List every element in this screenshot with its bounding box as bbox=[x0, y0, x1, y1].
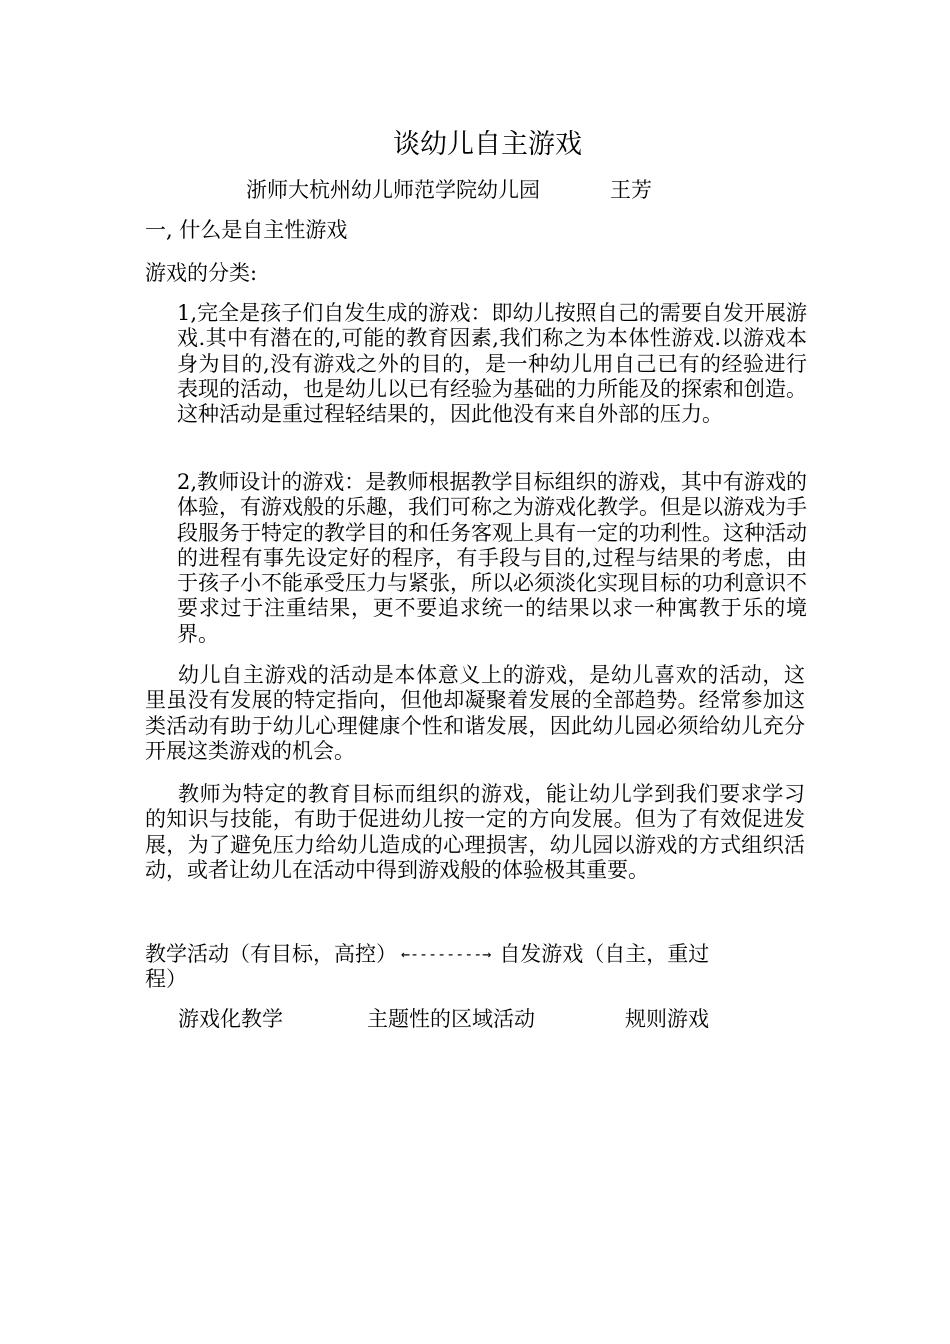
byline bbox=[246, 176, 652, 204]
paragraph-teacher-organized-game: 教师为特定的教育目标而组织的游戏，能让幼儿学到我们要求学习的知识与技能，有助于促进幼儿按一定的方向发展。但为了有效促进发展，为了避免压力给幼儿造成的心理损害，幼儿园以游戏的方式组织活动，或者让幼儿在活动中得到游戏般的体验极其重要。 bbox=[145, 782, 805, 882]
paragraph-teacher-designed-game: 2,教师设计的游戏：是教师根据教学目标组织的游戏，其中有游戏的体验，有游戏般的乐趣，我们可称之为游戏化教学。但是以游戏为手段服务于特定的教学目的和任务客观上具有一定的功利性。这种活动的进程有事先设定好的程序，有手段与目的,过程与结果的考虑，由于孩子小不能承受压力与紧张，所以必须淡化实现目标的功利意识不要求过于注重结果，更不要追求统一的结果以求一种寓教于乐的境界。 bbox=[177, 470, 807, 646]
spectrum-left: 教学活动（有目标，高控） bbox=[145, 942, 397, 966]
spectrum-right: 自发游戏（自主，重过 bbox=[499, 942, 710, 966]
type-gamified-teaching: 游戏化教学 bbox=[178, 1007, 283, 1031]
spectrum-continuation: 程） bbox=[145, 967, 187, 991]
document-title: 谈幼儿自主游戏 bbox=[393, 129, 582, 160]
type-rule-game: 规则游戏 bbox=[625, 1007, 709, 1031]
institution: 浙师大杭州幼儿师范学院幼儿园 bbox=[246, 178, 540, 202]
author: 王芳 bbox=[610, 178, 652, 202]
section-heading: 一, 什么是自主性游戏 bbox=[145, 218, 348, 242]
classification-label: 游戏的分类: bbox=[145, 261, 258, 285]
paragraph-autonomous-game: 幼儿自主游戏的活动是本体意义上的游戏，是幼儿喜欢的活动，这里虽没有发展的特定指向，但他却凝聚着发展的全部趋势。经常参加这类活动有助于幼儿心理健康个性和谐发展，因此幼儿园必须给幼儿充分开展这类游戏的机会。 bbox=[145, 663, 805, 763]
double-arrow-icon: ←--------→ bbox=[401, 945, 492, 963]
spectrum-line bbox=[145, 940, 709, 968]
type-thematic-area-activity: 主题性的区域活动 bbox=[367, 1007, 535, 1031]
paragraph-self-generated-game: 1,完全是孩子们自发生成的游戏：即幼儿按照自己的需要自发开展游戏.其中有潜在的,可能的教育因素,我们称之为本体性游戏.以游戏本身为目的,没有游戏之外的目的，是一种幼儿用自己已有的经验进行表现的活动，也是幼儿以已有经验为基础的力所能及的探索和创造。这种活动是重过程轻结果的，因此他没有来自外部的压力。 bbox=[177, 301, 807, 427]
